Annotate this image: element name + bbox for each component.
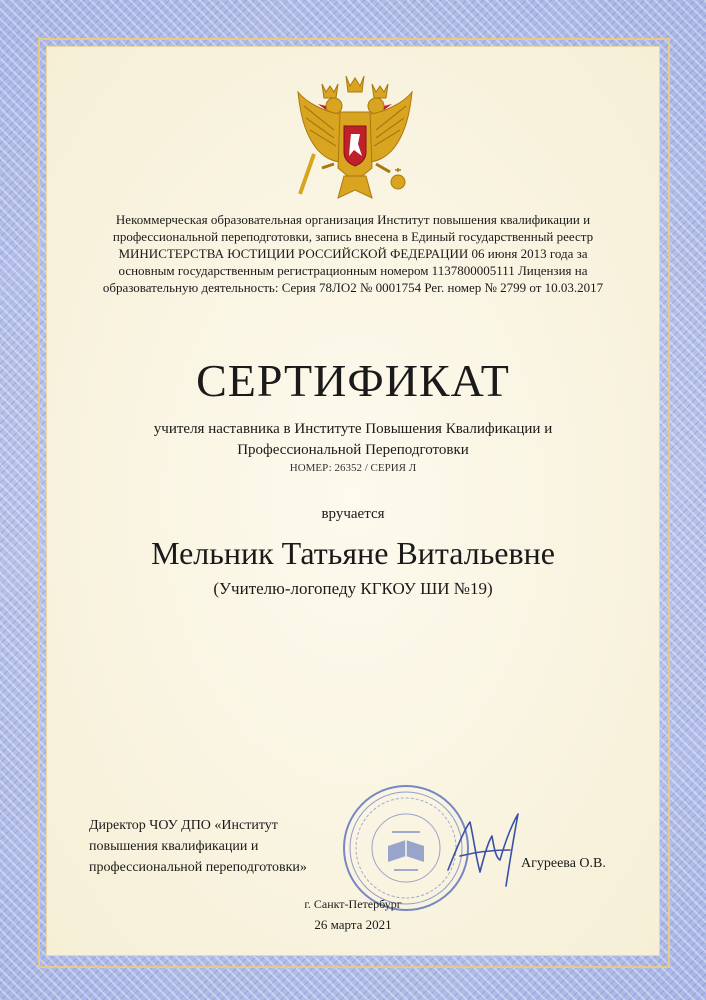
issue-date: 26 марта 2021 — [314, 917, 392, 932]
org-line-1: Некоммерческая образовательная организация Институт повышения квалификации и — [115, 212, 591, 227]
signer-name: Агуреева О.В. — [521, 856, 606, 871]
org-line-2: профессиональной переподготовки, запись внесена в Единый государственный реестр — [112, 229, 594, 244]
certificate-number: НОМЕР: 26352 / СЕРИЯ Л — [289, 462, 417, 474]
subtitle-line-1: учителя наставника в Институте Повышения Квалификации и — [153, 421, 553, 437]
org-line-3: МИНИСТЕРСТВА ЮСТИЦИИ РОССИЙСКОЙ ФЕДЕРАЦИИ 06 июня 2013 года за — [118, 246, 588, 261]
director-title — [89, 815, 349, 878]
organization-info — [96, 211, 610, 296]
coat-of-arms-icon — [294, 72, 416, 204]
org-line-5: образовательную деятельность: Серия 78ЛО2 № 0001754 Рег. номер № 2799 от 10.03.2017 — [102, 280, 604, 295]
director-line-2: повышения квалификации и — [89, 839, 259, 854]
certificate-title: СЕРТИФИКАТ — [196, 355, 510, 406]
director-line-1: Директор ЧОУ ДПО «Институт — [89, 818, 278, 833]
org-line-4: основным государственным регистрационным номером 1137800005111 Лицензия на — [118, 263, 588, 278]
city: г. Санкт-Петербург — [304, 897, 402, 911]
director-line-3: профессиональной переподготовки» — [89, 860, 307, 875]
subtitle-line-2: Профессиональной Переподготовки — [237, 442, 469, 458]
director-signature — [440, 800, 530, 892]
certificate-subtitle — [120, 419, 586, 461]
recipient-name: Мельник Татьяне Витальевне — [151, 535, 555, 571]
awarded-label: вручается — [321, 506, 385, 522]
recipient-position: (Учителю-логопеду КГКОУ ШИ №19) — [213, 579, 493, 598]
